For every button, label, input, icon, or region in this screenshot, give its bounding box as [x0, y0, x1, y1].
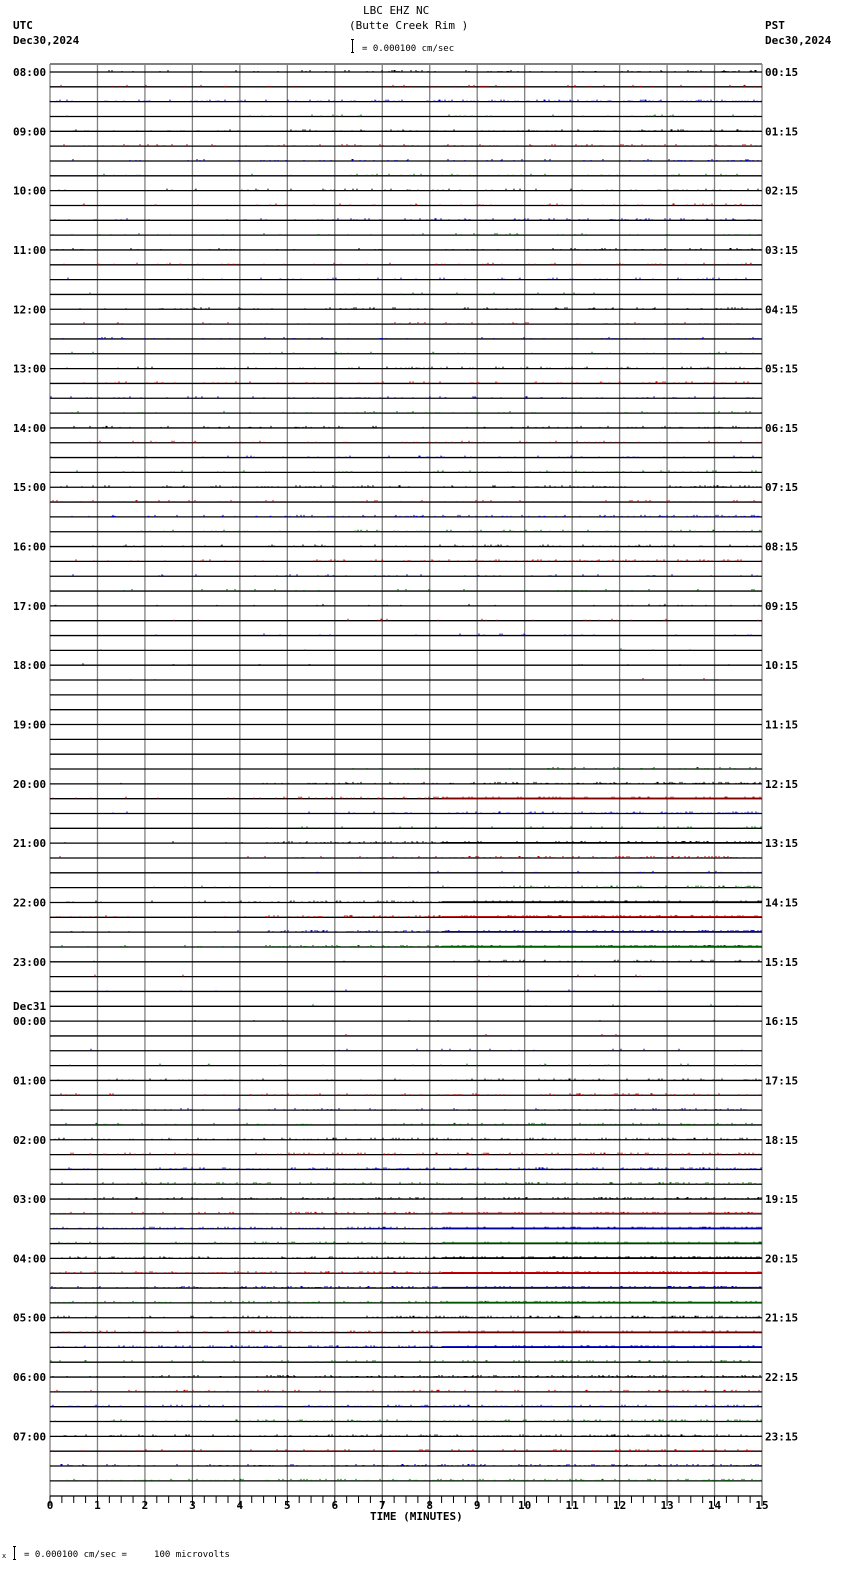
svg-text:6: 6 [331, 1499, 339, 1512]
svg-text:17:15: 17:15 [765, 1074, 799, 1088]
svg-text:11:15: 11:15 [765, 718, 799, 732]
svg-text:09:00: 09:00 [13, 125, 47, 139]
scale-bar-label: = 0.000100 cm/sec [362, 44, 455, 54]
station-title: LBC EHZ NC [363, 4, 430, 17]
svg-text:04:15: 04:15 [765, 303, 799, 317]
svg-text:12:00: 12:00 [13, 303, 47, 317]
svg-text:22:00: 22:00 [13, 896, 47, 910]
svg-text:09:15: 09:15 [765, 599, 799, 613]
svg-text:9: 9 [473, 1499, 481, 1512]
svg-text:12: 12 [612, 1499, 627, 1512]
svg-text:10:15: 10:15 [765, 659, 799, 673]
right-date: Dec30,2024 [765, 34, 832, 47]
svg-text:06:15: 06:15 [765, 421, 799, 435]
footer-scale-bar-icon [13, 1546, 16, 1560]
footer-scale-label: = 0.000100 cm/sec = 100 microvolts [24, 1550, 230, 1560]
svg-text:0: 0 [46, 1499, 54, 1512]
svg-text:00:15: 00:15 [765, 66, 799, 79]
svg-text:15:00: 15:00 [13, 481, 47, 495]
svg-text:13:00: 13:00 [13, 362, 47, 376]
svg-text:10:00: 10:00 [13, 184, 47, 198]
left-date: Dec30,2024 [13, 34, 80, 47]
svg-text:16:15: 16:15 [765, 1015, 799, 1029]
svg-text:08:00: 08:00 [13, 66, 47, 79]
svg-text:21:15: 21:15 [765, 1311, 799, 1325]
svg-text:4: 4 [236, 1499, 244, 1512]
svg-text:01:15: 01:15 [765, 125, 799, 139]
svg-text:11:00: 11:00 [13, 243, 47, 257]
svg-text:12:15: 12:15 [765, 777, 799, 791]
footer-x-glyph: x [2, 1552, 7, 1560]
svg-text:13: 13 [660, 1499, 674, 1512]
svg-text:Dec31: Dec31 [13, 1000, 47, 1014]
svg-text:19:15: 19:15 [765, 1193, 799, 1207]
svg-text:17:00: 17:00 [13, 599, 47, 613]
svg-text:03:00: 03:00 [13, 1193, 47, 1207]
svg-text:15:15: 15:15 [765, 955, 799, 969]
svg-text:3: 3 [189, 1499, 196, 1512]
svg-text:14: 14 [707, 1499, 722, 1512]
svg-text:8: 8 [426, 1499, 434, 1512]
svg-text:01:00: 01:00 [13, 1074, 47, 1088]
svg-text:16:00: 16:00 [13, 540, 47, 554]
svg-text:10: 10 [518, 1499, 532, 1512]
svg-text:2: 2 [141, 1499, 149, 1512]
svg-text:07:15: 07:15 [765, 481, 799, 495]
svg-text:02:15: 02:15 [765, 184, 799, 198]
svg-text:11: 11 [565, 1499, 579, 1512]
svg-text:03:15: 03:15 [765, 243, 799, 257]
svg-text:1: 1 [94, 1499, 101, 1512]
svg-text:21:00: 21:00 [13, 837, 47, 851]
left-timezone: UTC [13, 19, 33, 32]
svg-text:23:00: 23:00 [13, 955, 47, 969]
svg-text:19:00: 19:00 [13, 718, 47, 732]
svg-text:05:15: 05:15 [765, 362, 799, 376]
svg-text:18:00: 18:00 [13, 659, 47, 673]
svg-text:18:15: 18:15 [765, 1133, 799, 1147]
svg-text:14:00: 14:00 [13, 421, 47, 435]
svg-text:08:15: 08:15 [765, 540, 799, 554]
svg-text:07:00: 07:00 [13, 1430, 47, 1444]
svg-text:04:00: 04:00 [13, 1252, 47, 1266]
svg-text:7: 7 [378, 1499, 386, 1512]
right-timezone: PST [765, 19, 785, 32]
svg-text:15: 15 [755, 1499, 769, 1512]
svg-text:23:15: 23:15 [765, 1430, 799, 1444]
station-location: (Butte Creek Rim ) [349, 19, 469, 32]
svg-text:5: 5 [284, 1499, 291, 1512]
svg-text:00:00: 00:00 [13, 1015, 47, 1029]
svg-text:14:15: 14:15 [765, 896, 799, 910]
svg-text:13:15: 13:15 [765, 837, 799, 851]
svg-text:20:15: 20:15 [765, 1252, 799, 1266]
svg-text:02:00: 02:00 [13, 1133, 47, 1147]
svg-text:20:00: 20:00 [13, 777, 47, 791]
svg-text:05:00: 05:00 [13, 1311, 47, 1325]
svg-text:22:15: 22:15 [765, 1371, 799, 1385]
svg-text:06:00: 06:00 [13, 1371, 47, 1385]
x-axis-title: TIME (MINUTES) [370, 1510, 463, 1523]
